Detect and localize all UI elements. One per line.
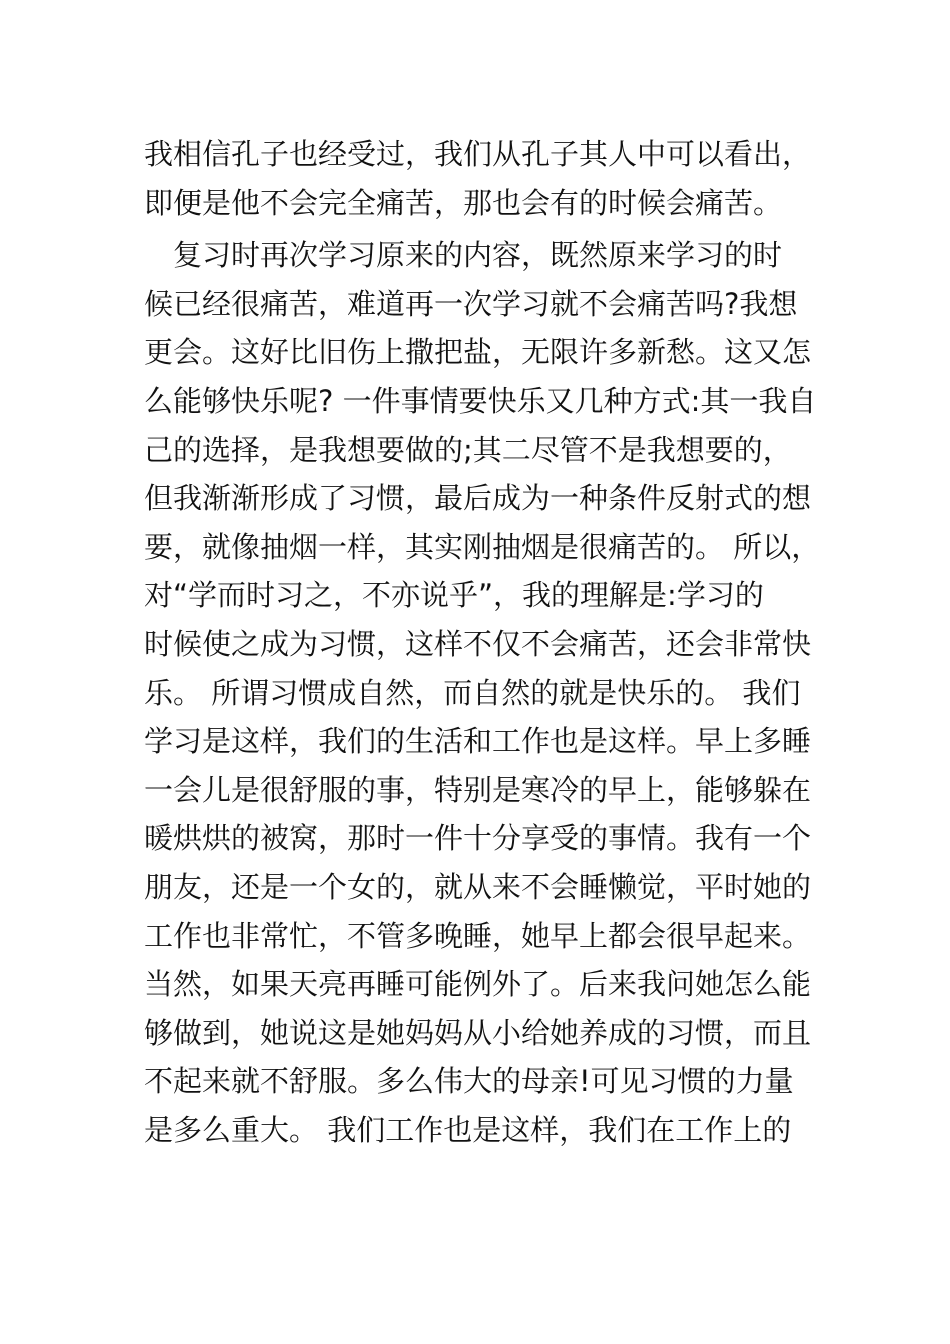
text-line: 当然，如果天亮再睡可能例外了。后来我问她怎么能 bbox=[144, 967, 812, 1002]
text-line: 复习时再次学习原来的内容，既然原来学习的时 bbox=[144, 238, 783, 273]
body-text bbox=[144, 130, 824, 1154]
text-line: 候已经很痛苦，难道再一次学习就不会痛苦吗?我想 bbox=[144, 286, 798, 321]
text-line: 我相信孔子也经受过，我们从孔子其人中可以看出， bbox=[144, 137, 812, 171]
text-line: 乐。 所谓习惯成自然，而自然的就是快乐的。 我们 bbox=[144, 675, 801, 710]
text-line: 不起来就不舒服。多么伟大的母亲!可见习惯的力量 bbox=[144, 1064, 794, 1099]
text-line: 么能够快乐呢? 一件事情要快乐又几种方式:其一我自 bbox=[144, 383, 817, 418]
paragraph-1 bbox=[144, 130, 824, 227]
text-line: 即便是他不会完全痛苦，那也会有的时候会痛苦。 bbox=[144, 185, 783, 220]
text-line: 对“学而时习之，不亦说乎”，我的理解是:学习的 bbox=[144, 578, 764, 613]
text-line: 更会。这好比旧伤上撒把盐，无限许多新愁。这又怎 bbox=[144, 335, 812, 370]
text-line: 暖烘烘的被窝，那时一件十分享受的事情。我有一个 bbox=[144, 821, 812, 856]
text-line: 学习是这样，我们的生活和工作也是这样。早上多睡 bbox=[144, 724, 812, 759]
text-line: 一会儿是很舒服的事，特别是寒冷的早上，能够躲在 bbox=[144, 772, 812, 807]
text-line: 够做到，她说这是她妈妈从小给她养成的习惯，而且 bbox=[144, 1015, 812, 1050]
text-line: 是多么重大。 我们工作也是这样，我们在工作上的 bbox=[144, 1112, 792, 1147]
text-line: 但我渐渐形成了习惯，最后成为一种条件反射式的想 bbox=[144, 481, 812, 516]
text-line: 时候使之成为习惯，这样不仅不会痛苦，还会非常快 bbox=[144, 626, 812, 661]
paragraph-2 bbox=[144, 231, 824, 1154]
text-line: 要，就像抽烟一样，其实刚抽烟是很痛苦的。 所以， bbox=[144, 529, 821, 564]
text-line: 工作也非常忙，不管多晚睡，她早上都会很早起来。 bbox=[144, 918, 812, 953]
text-line: 己的选择，是我想要做的;其二尽管不是我想要的， bbox=[144, 432, 792, 467]
text-line: 朋友，还是一个女的，就从来不会睡懒觉，平时她的 bbox=[144, 869, 812, 904]
